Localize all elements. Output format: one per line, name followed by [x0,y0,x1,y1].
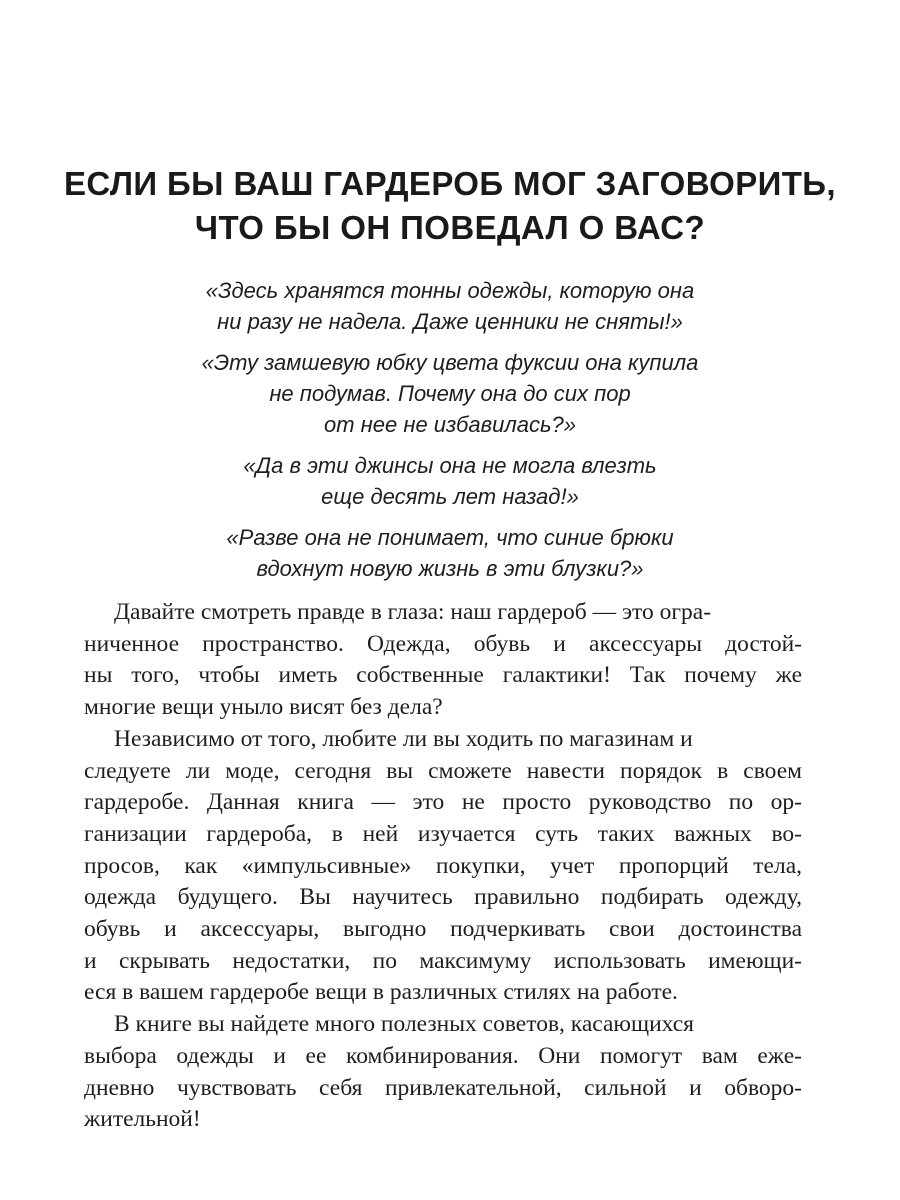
quote-line: не подумав. Почему она до сих пор [269,381,631,406]
paragraph-line: просов, как «импульсивные» покупки, учет пропорций тела, [84,852,802,879]
quote-line: ни разу не надела. Даже ценники не сняты!» [217,309,683,334]
paragraph-line: Независимо от того, любите ли вы ходить по магазинам и [114,725,693,752]
paragraph-line: Давайте смотреть правде в глаза: наш гардероб — это огра- [114,599,712,625]
heading-line: ЧТО БЫ ОН ПОВЕДАЛ О ВАС? [194,209,706,246]
quote-line: «Здесь хранятся тонны одежды, которую она [205,278,695,303]
paragraph [84,597,802,724]
heading-line: ЕСЛИ БЫ ВАШ ГАРДЕРОБ МОГ ЗАГОВОРИТЬ, [64,165,836,202]
page-heading [0,162,900,250]
paragraph-line: еся в вашем гардеробе вещи в различных стилях на работе. [84,979,678,1006]
paragraph-line: жительной! [84,1106,201,1133]
paragraph-line: выбора одежды и ее комбинирования. Они помогут вам еже- [84,1042,802,1069]
paragraph-line: ганизации гардероба, в ней изучается суть таких важных во- [84,820,802,847]
paragraph-line: В книге вы найдете много полезных советов, касающихся [114,1011,694,1038]
body-text [84,597,802,1136]
epigraph-quotes [0,275,900,594]
quote [0,450,900,512]
paragraph-line: дневно чувствовать себя привлекательной, сильной и обворо- [84,1074,802,1101]
paragraph-line: следуете ли моде, сегодня вы сможете навести порядок в своем [84,757,802,784]
quote [0,522,900,584]
quote-line: еще десять лет назад!» [321,484,579,509]
quote [0,275,900,337]
quote-line: «Эту замшевую юбку цвета фуксии она купила [201,350,699,375]
quote-line: вдохнут новую жизнь в эти блузки?» [256,556,644,581]
quote-line: «Да в эти джинсы она не могла влезть [243,453,657,478]
paragraph-line: одежда будущего. Вы научитесь правильно подбирать одежду, [84,884,802,911]
paragraph [84,1009,802,1136]
paragraph-line: ниченное пространство. Одежда, обувь и аксессуары достой- [84,630,802,657]
quote-line: от нее не избавилась?» [323,412,577,437]
quote-line: «Разве она не понимает, что синие брюки [226,525,674,550]
paragraph-line: ны того, чтобы иметь собственные галактики! Так почему же [84,662,802,689]
paragraph-line: гардеробе. Данная книга — это не просто руководство по ор- [84,789,802,816]
paragraph-line: многие вещи уныло висят без дела? [84,694,443,721]
paragraph [84,724,802,1009]
quote [0,347,900,440]
paragraph-line: обувь и аксессуары, выгодно подчеркивать свои достоинства [84,916,802,943]
paragraph-line: и скрывать недостатки, по максимуму использовать имеющи- [84,947,802,974]
